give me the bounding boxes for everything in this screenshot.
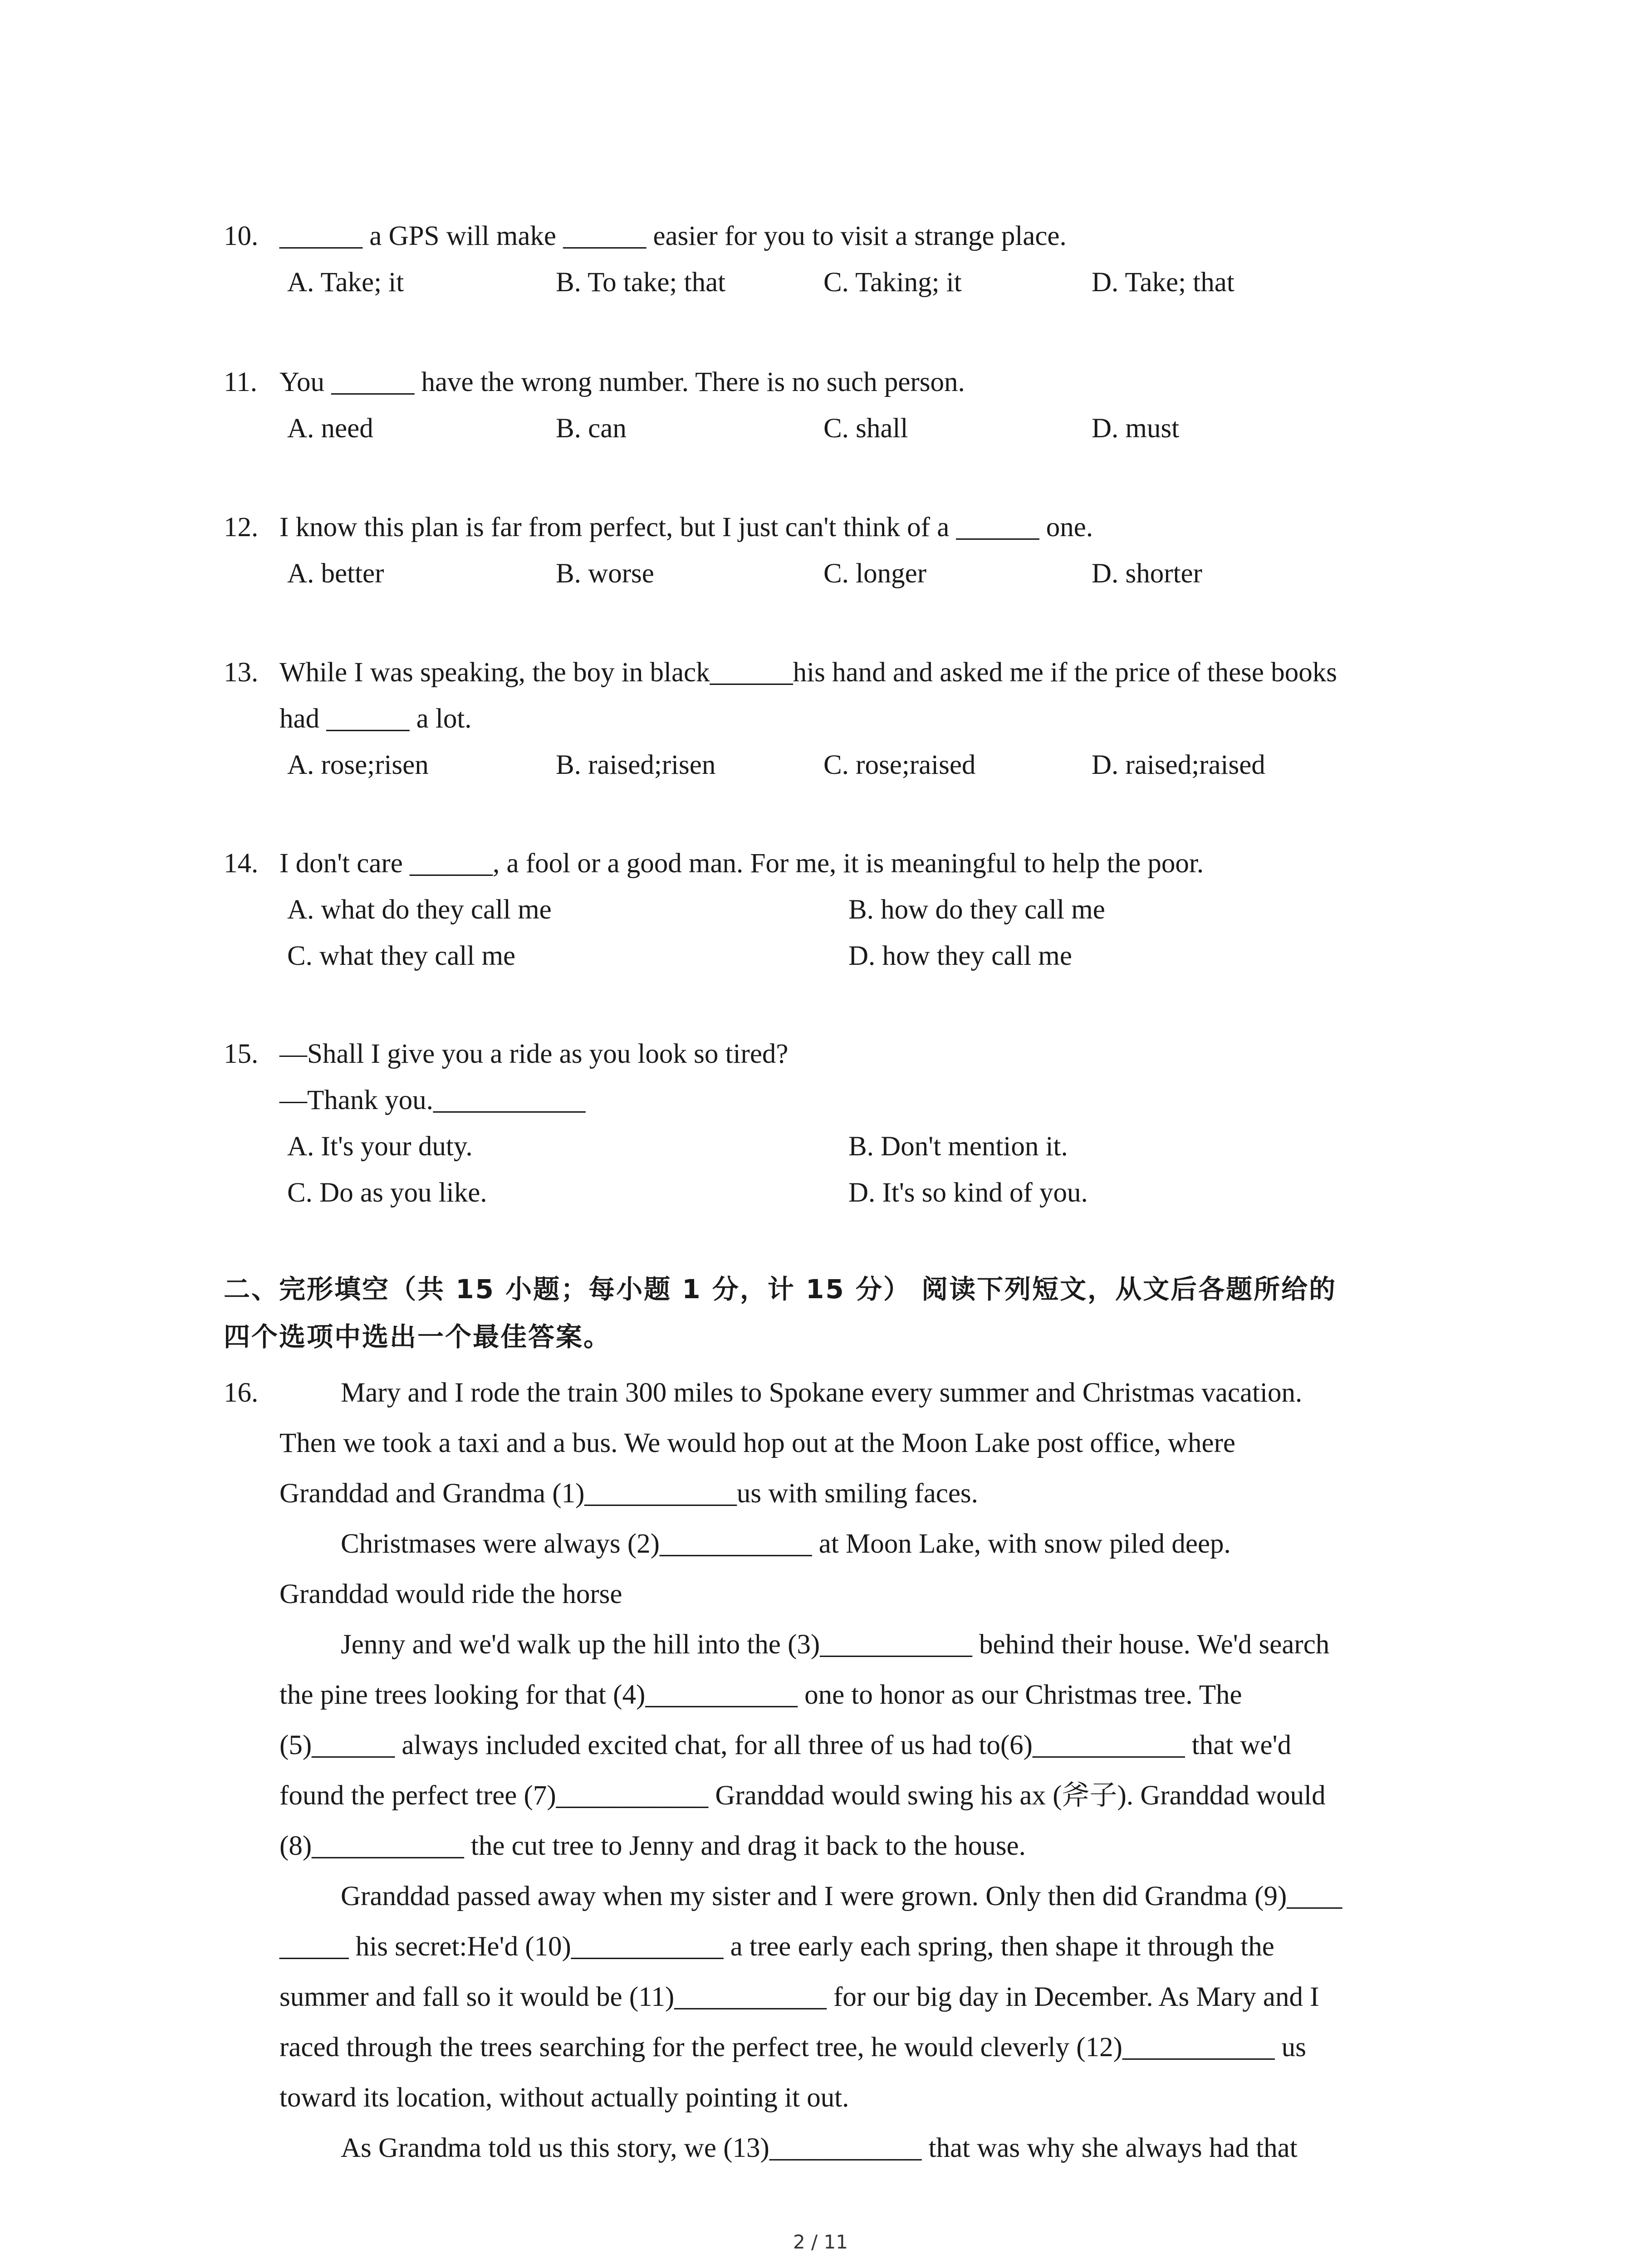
option-a[interactable]: A. Take; it <box>287 267 404 298</box>
options-row <box>224 551 1462 597</box>
question-14 <box>224 841 1462 979</box>
passage-line: (5)______ always included excited chat, for all three of us had to(6)___________ that we'd <box>279 1730 1292 1760</box>
question-number: 15. <box>224 1039 259 1069</box>
passage-line: summer and fall so it would be (11)___________ for our big day in December. As Mary and I <box>279 1982 1319 2012</box>
question-15 <box>224 1031 1462 1216</box>
option-b[interactable]: B. Don't mention it. <box>848 1131 1068 1162</box>
section-heading-line-2: 四个选项中选出一个最佳答案。 <box>224 1321 612 1352</box>
option-a[interactable]: A. better <box>287 558 384 589</box>
option-b[interactable]: B. To take; that <box>556 267 726 298</box>
options-row <box>224 933 1462 979</box>
option-a[interactable]: A. need <box>287 413 373 444</box>
passage-line: toward its location, without actually pointing it out. <box>279 2082 849 2113</box>
question-stem-line-2: —Thank you.___________ <box>279 1085 586 1115</box>
option-d[interactable]: D. It's so kind of you. <box>848 1178 1088 1208</box>
passage-line: Granddad and Grandma (1)___________us with smiling faces. <box>279 1478 978 1509</box>
section-heading <box>224 1266 1462 1361</box>
option-a[interactable]: A. It's your duty. <box>287 1131 473 1162</box>
option-d[interactable]: D. how they call me <box>848 941 1072 971</box>
passage-line: Mary and I rode the train 300 miles to Spokane every summer and Christmas vacation. <box>341 1378 1303 1408</box>
option-c[interactable]: C. longer <box>823 558 927 589</box>
question-11 <box>224 359 1462 452</box>
option-b[interactable]: B. worse <box>556 558 654 589</box>
option-c[interactable]: C. rose;raised <box>823 750 976 780</box>
question-12 <box>224 504 1462 597</box>
question-stem-line-2: had ______ a lot. <box>279 704 472 734</box>
option-c[interactable]: C. Taking; it <box>823 267 962 298</box>
cloze-passage <box>224 1368 1467 2173</box>
passage-line: Christmases were always (2)___________ at Moon Lake, with snow piled deep. <box>341 1529 1231 1559</box>
passage-line: raced through the trees searching for the perfect tree, he would cleverly (12)___________ us <box>279 2032 1306 2063</box>
question-number: 10. <box>224 221 259 251</box>
passage-line: Granddad would ride the horse <box>279 1579 622 1609</box>
question-13 <box>224 650 1462 788</box>
option-a[interactable]: A. what do they call me <box>287 894 552 925</box>
question-number: 13. <box>224 657 259 688</box>
passage-line: As Grandma told us this story, we (13)___________ that was why she always had that <box>341 2133 1298 2163</box>
option-d[interactable]: D. raised;raised <box>1092 750 1265 780</box>
options-row <box>224 1170 1462 1216</box>
passage-line: (8)___________ the cut tree to Jenny and drag it back to the house. <box>279 1831 1026 1861</box>
option-d[interactable]: D. Take; that <box>1092 267 1234 298</box>
option-d[interactable]: D. shorter <box>1092 558 1202 589</box>
option-b[interactable]: B. can <box>556 413 627 444</box>
option-d[interactable]: D. must <box>1092 413 1180 444</box>
options-row <box>224 887 1462 933</box>
question-stem: You ______ have the wrong number. There is no such person. <box>279 367 965 397</box>
question-stem-line-1: —Shall I give you a ride as you look so tired? <box>279 1039 789 1069</box>
option-b[interactable]: B. raised;risen <box>556 750 716 780</box>
question-number: 11. <box>224 367 257 397</box>
section-heading-line-1: 二、完形填空（共 15 小题；每小题 1 分，计 15 分） 阅读下列短文，从文后各题所给的 <box>224 1274 1337 1305</box>
option-a[interactable]: A. rose;risen <box>287 750 429 780</box>
passage-line: the pine trees looking for that (4)___________ one to honor as our Christmas tree. The <box>279 1680 1242 1710</box>
option-c[interactable]: C. shall <box>823 413 908 444</box>
passage-line: found the perfect tree (7)___________ Granddad would swing his ax (斧子). Granddad would <box>279 1780 1326 1811</box>
question-number: 16. <box>224 1378 259 1408</box>
page-number: 2 / 11 <box>793 2231 848 2253</box>
question-number: 14. <box>224 848 259 879</box>
options-row <box>224 259 1462 306</box>
passage-line: Granddad passed away when my sister and I were grown. Only then did Grandma (9)____ <box>341 1881 1342 1911</box>
options-row <box>224 1124 1462 1170</box>
passage-line: Then we took a taxi and a bus. We would hop out at the Moon Lake post office, where <box>279 1428 1235 1458</box>
options-row <box>224 742 1462 788</box>
options-row <box>224 406 1462 452</box>
question-stem: I don't care ______, a fool or a good man. For me, it is meaningful to help the poor. <box>279 848 1204 879</box>
option-c[interactable]: C. Do as you like. <box>287 1178 487 1208</box>
question-stem: I know this plan is far from perfect, but I just can't think of a ______ one. <box>279 512 1093 543</box>
passage-line: Jenny and we'd walk up the hill into the (3)___________ behind their house. We'd search <box>341 1629 1330 1660</box>
passage-line: _____ his secret:He'd (10)___________ a tree early each spring, then shape it through the <box>279 1931 1274 1962</box>
question-stem-line-1: While I was speaking, the boy in black______his hand and asked me if the price of these books <box>279 657 1337 688</box>
question-number: 12. <box>224 512 259 543</box>
option-b[interactable]: B. how do they call me <box>848 894 1105 925</box>
question-stem: ______ a GPS will make ______ easier for you to visit a strange place. <box>279 221 1067 251</box>
option-c[interactable]: C. what they call me <box>287 941 516 971</box>
question-10 <box>224 213 1462 306</box>
